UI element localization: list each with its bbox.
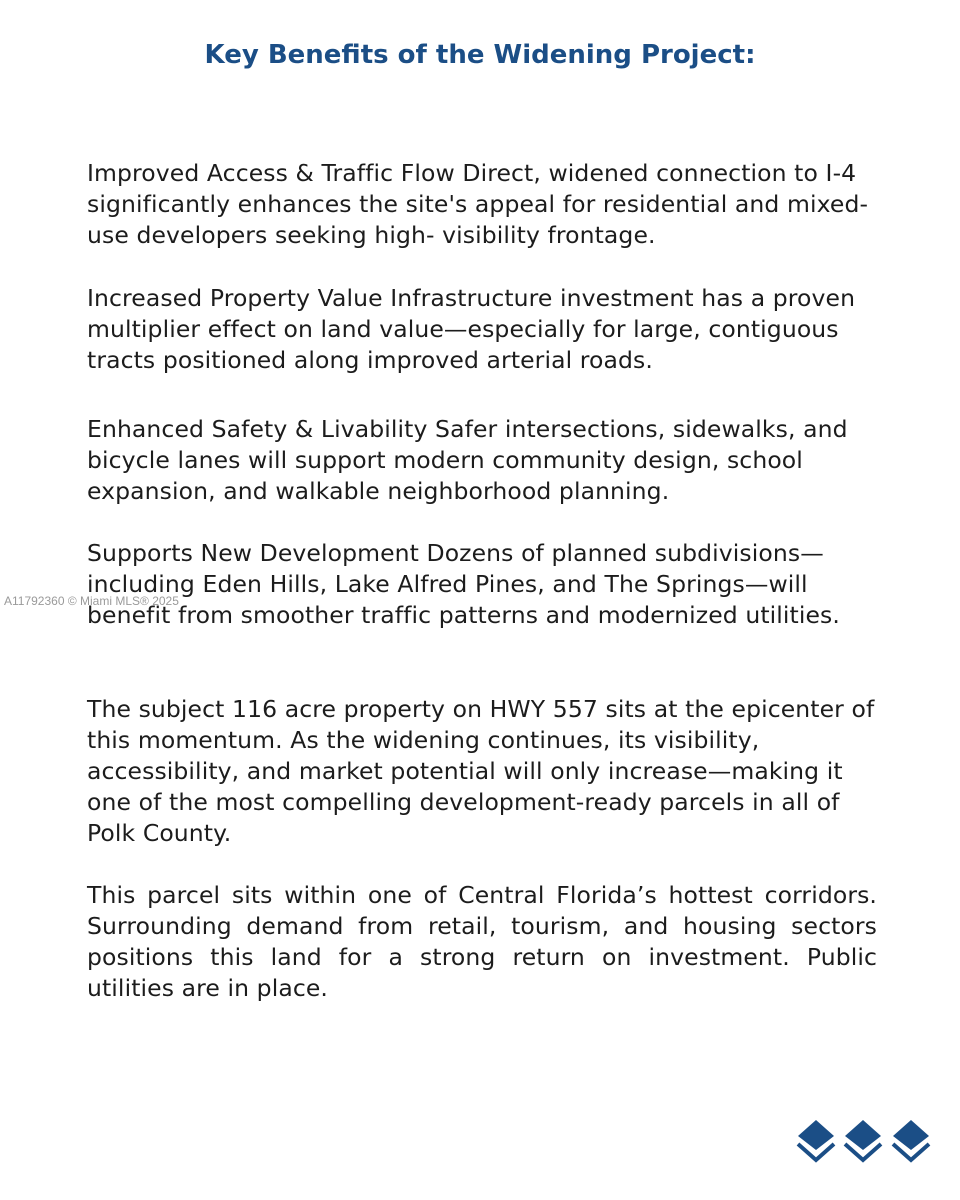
- mls-watermark: A11792360 © Miami MLS® 2025: [4, 594, 179, 608]
- paragraph-new-development: Supports New Development Dozens of planned subdivisions—including Eden Hills, Lake Alfred Pines, and The Springs—will benefit from smoother traffic patterns and modernized utilities.: [87, 539, 840, 629]
- paragraph-property-value: Increased Property Value Infrastructure investment has a proven multiplier effect on land value—especially for large, contiguous tracts positioned along improved arterial roads.: [87, 284, 856, 374]
- paragraph-subject-property: The subject 116 acre property on HWY 557 sits at the epicenter of this momentum. As the widening continues, its visibility, accessibility, and market potential will only increase—making it one of the most compelling development-ready parcels in all of Polk County.: [87, 695, 875, 847]
- three-chevron-diamonds-icon: [796, 1118, 936, 1168]
- logo-diamond-1: [798, 1120, 834, 1150]
- paragraph-improved-access: Improved Access & Traffic Flow Direct, widened connection to I-4 significantly enhances the site's appeal for residential and mixed-use developers seeking high- visibility frontage.: [87, 159, 869, 249]
- paragraph-safety-livability: Enhanced Safety & Livability Safer intersections, sidewalks, and bicycle lanes will support modern community design, school expansion, and walkable neighborhood planning.: [87, 415, 848, 505]
- paragraph-parcel-corridor: This parcel sits within one of Central Florida’s hottest corridors. Surrounding demand from retail, tourism, and housing sectors positions this land for a strong return on investment. Public utilities are in place.: [87, 881, 877, 1002]
- page-title: Key Benefits of the Widening Project:: [204, 40, 756, 70]
- logo-diamond-2: [845, 1120, 881, 1150]
- logo-diamond-3: [893, 1120, 929, 1150]
